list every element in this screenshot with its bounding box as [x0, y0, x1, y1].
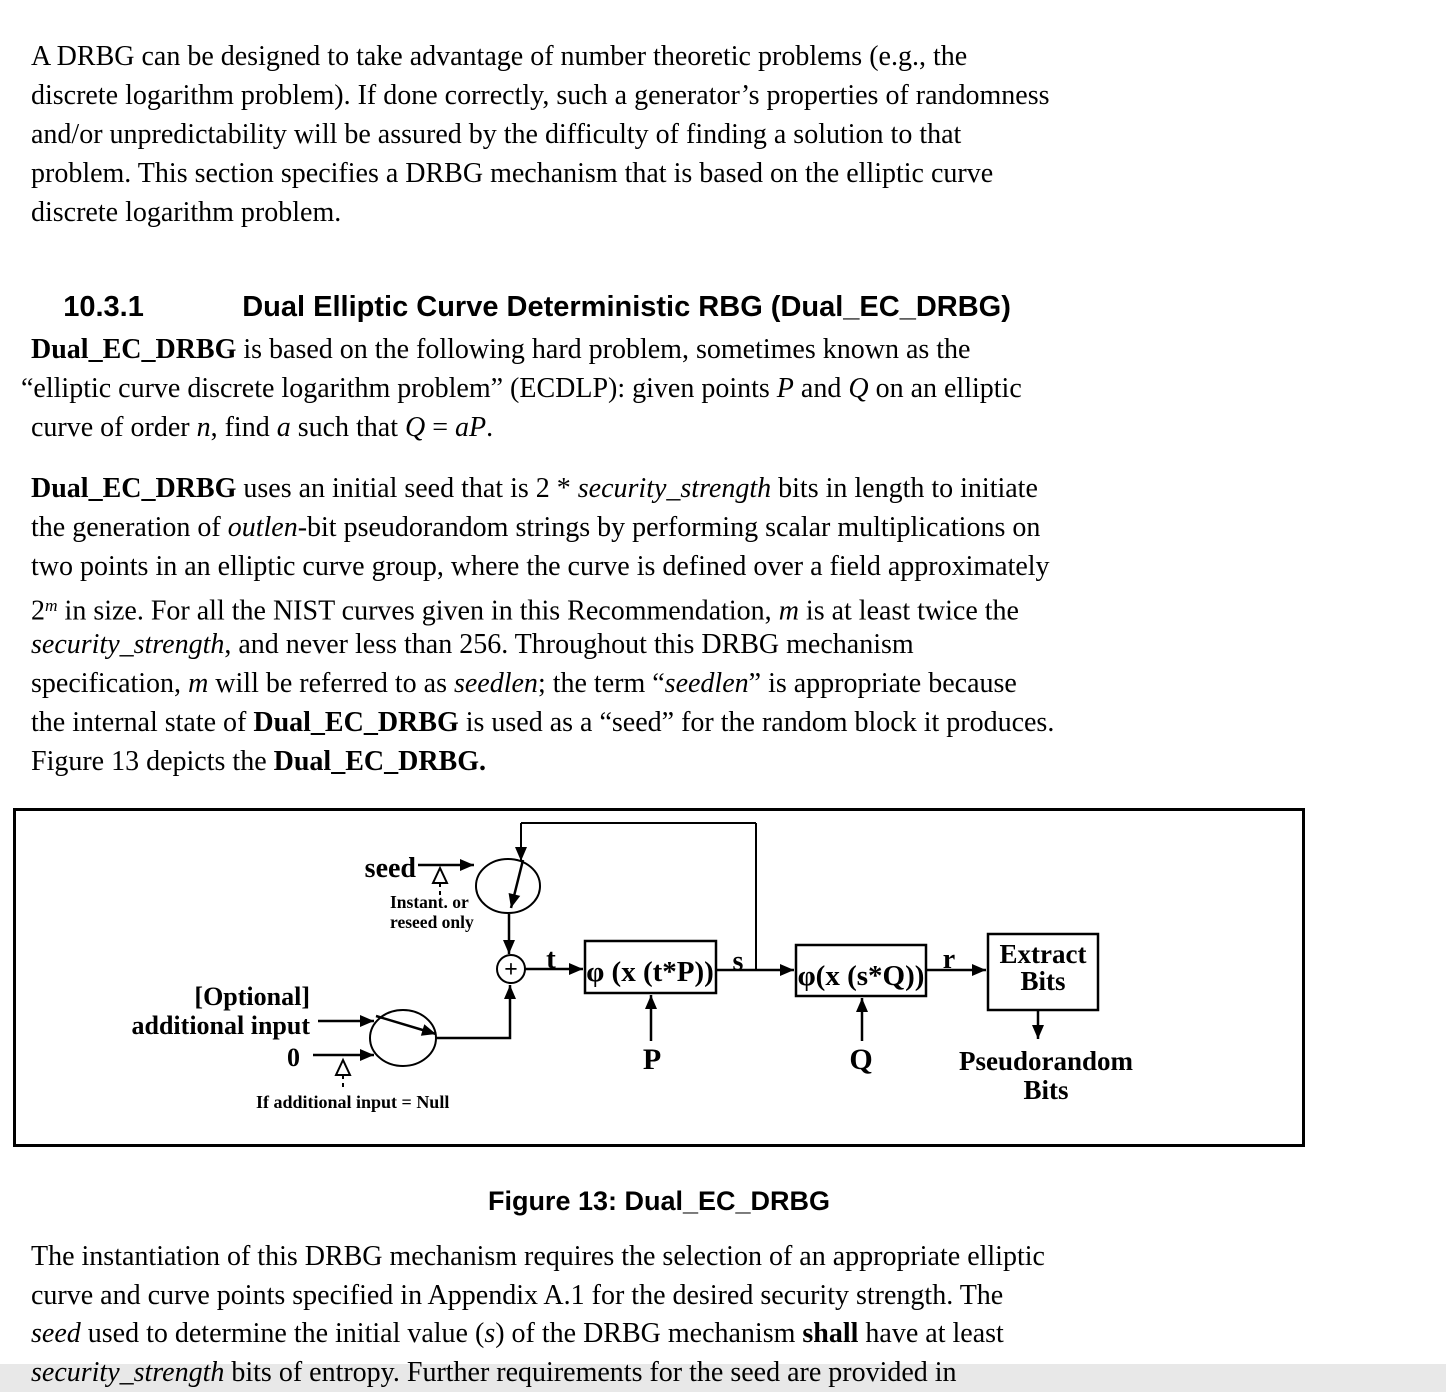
paragraph-hard-problem: [31, 330, 1022, 447]
text-line: the internal state of Dual_EC_DRBG is used as a “seed” for the random block it produces.: [31, 703, 1054, 742]
optional-label: [Optional]: [194, 982, 310, 1011]
pseudorandom-bits-label-line1: Pseudorandom: [959, 1046, 1134, 1076]
dual-ec-drbg-diagram: [16, 811, 1302, 1144]
switch-diagonal-arrow: [511, 860, 523, 908]
pseudorandom-bits-label-line2: Bits: [1023, 1075, 1068, 1105]
text-line: The instantiation of this DRBG mechanism requires the selection of an appropriate elliptic: [31, 1238, 1045, 1277]
phi-sQ-label: φ(x (s*Q)): [798, 960, 925, 992]
Q-label: Q: [849, 1043, 872, 1076]
section-title: Dual Elliptic Curve Deterministic RBG (Dual_EC_DRBG): [242, 291, 1011, 323]
P-label: P: [643, 1043, 661, 1076]
section-number: 10.3.1: [63, 290, 242, 324]
extract-bits-label-line2: Bits: [1020, 966, 1065, 996]
text-line: and/or unpredictability will be assured by the difficulty of finding a solution to that: [31, 115, 1050, 154]
text-line: specification, m will be referred to as seedlen; the term “seedlen” is appropriate because: [31, 664, 1054, 703]
text-line: problem. This section specifies a DRBG mechanism that is based on the elliptic curve: [31, 154, 1050, 193]
text-line: A DRBG can be designed to take advantage of number theoretic problems (e.g., the: [31, 37, 1050, 76]
instant-or-label: Instant. or: [390, 892, 469, 912]
additional-input-label: additional input: [132, 1011, 311, 1040]
zero-label: 0: [287, 1043, 300, 1072]
seed-label: seed: [365, 853, 417, 884]
reseed-only-label: reseed only: [390, 912, 474, 932]
seed-state-switch: [476, 859, 540, 913]
if-null-label: If additional input = Null: [256, 1092, 449, 1112]
text-line: Dual_EC_DRBG is based on the following hard problem, sometimes known as the: [31, 330, 1022, 369]
paragraph-seed-description: [31, 469, 1054, 781]
t-label: t: [546, 943, 556, 975]
text-line: the generation of outlen-bit pseudorandom strings by performing scalar multiplications on: [31, 508, 1054, 547]
s-label: s: [733, 946, 744, 977]
text-line: curve of order n, find a such that Q = aP.: [31, 408, 1022, 447]
figure-13-diagram: [13, 808, 1305, 1147]
switch-to-adder-up-arrow: [436, 985, 510, 1038]
extract-bits-label-line1: Extract: [1000, 939, 1087, 969]
if-null-callout-arrow: [336, 1060, 350, 1075]
instant-reseed-callout-arrow: [433, 868, 447, 883]
text-line: discrete logarithm problem.: [31, 193, 1050, 232]
text-line: 2$^m$ in size. For all the NIST curves given in this Recommendation, m is at least twice the: [31, 586, 1054, 625]
phi-tP-label: φ (x (t*P)): [586, 956, 714, 988]
text-line: security_strength bits of entropy. Further requirements for the seed are provided in: [31, 1354, 1045, 1392]
paragraph-intro: [31, 37, 1050, 232]
figure-caption: Figure 13: Dual_EC_DRBG: [33, 1186, 1285, 1217]
text-line: “elliptic curve discrete logarithm problem” (ECDLP): given points P and Q on an elliptic: [21, 369, 1022, 408]
r-label: r: [943, 944, 955, 975]
text-line: discrete logarithm problem). If done correctly, such a generator’s properties of randomness: [31, 76, 1050, 115]
text-line: seed used to determine the initial value (s) of the DRBG mechanism shall have at least: [31, 1315, 1045, 1354]
paragraph-instantiation: [31, 1238, 1045, 1392]
text-line: Dual_EC_DRBG uses an initial seed that is 2 * security_strength bits in length to initiate: [31, 469, 1054, 508]
text-line: security_strength, and never less than 256. Throughout this DRBG mechanism: [31, 625, 1054, 664]
text-line: two points in an elliptic curve group, where the curve is defined over a field approximately: [31, 547, 1054, 586]
text-line: Figure 13 depicts the Dual_EC_DRBG.: [31, 742, 1054, 781]
adder-plus: +: [504, 957, 518, 983]
text-line: curve and curve points specified in Appendix A.1 for the desired security strength. The: [31, 1277, 1045, 1316]
